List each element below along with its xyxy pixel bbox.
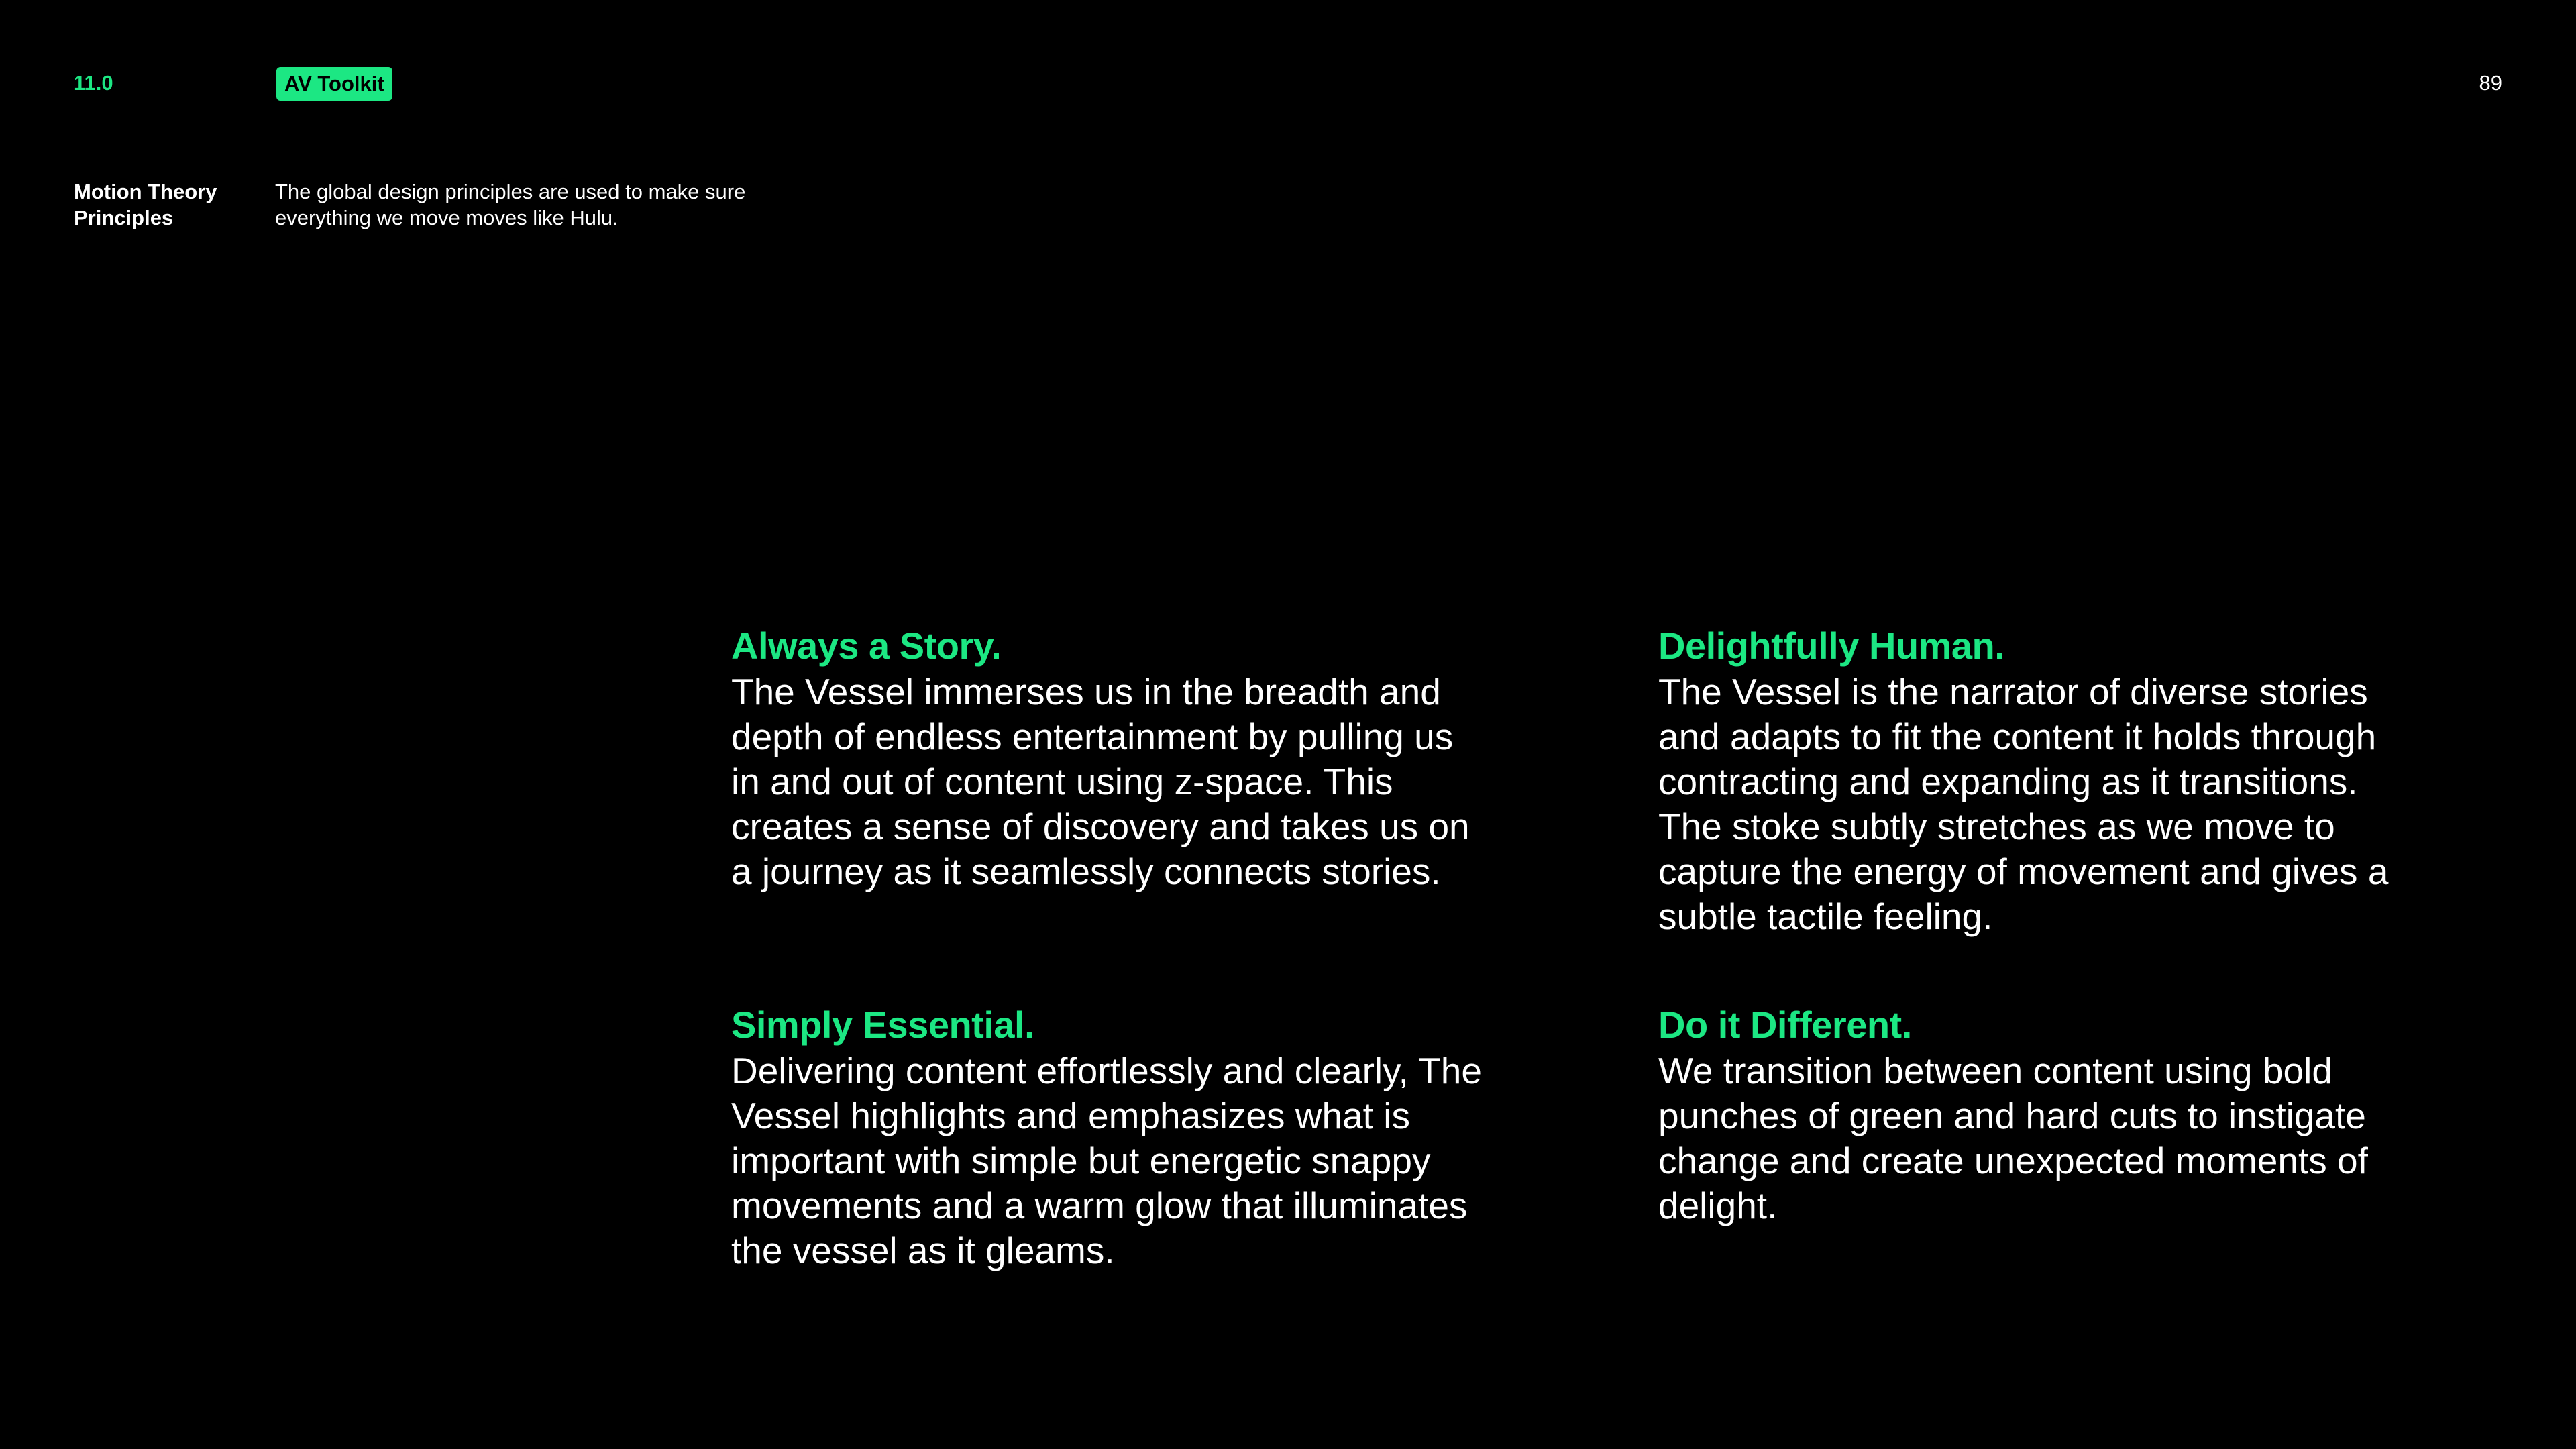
section-intro: The global design principles are used to make sure everything we move moves like Hulu. xyxy=(275,180,746,229)
principle-delightfully-human xyxy=(1658,623,2436,939)
principle-body: The Vessel is the narrator of diverse stories and adapts to fit the content it holds through contracting and expanding as it transitions. The stoke subtly stretches as we move to capture the energy of movement and gives a subtle tactile feeling. xyxy=(1658,671,2389,937)
principle-do-it-different xyxy=(1658,1002,2436,1228)
principle-body: We transition between content using bold punches of green and hard cuts to instigate change and create unexpected moments of delight. xyxy=(1658,1050,2368,1226)
principle-always-a-story xyxy=(731,623,1509,894)
section-number: 11.0 xyxy=(74,71,113,95)
principle-heading: Do it Different. xyxy=(1658,1004,1912,1046)
principle-heading: Simply Essential. xyxy=(731,1004,1035,1046)
section-title: Motion Theory Principles xyxy=(74,180,217,229)
page-number: 89 xyxy=(2479,71,2502,95)
principle-body: Delivering content effortlessly and clearly, The Vessel highlights and emphasizes what is important with simple but energetic snappy movements and a warm glow that illuminates the vessel as it gleams. xyxy=(731,1050,1482,1271)
principle-heading: Always a Story. xyxy=(731,625,1002,667)
principle-heading: Delightfully Human. xyxy=(1658,625,2005,667)
principle-body: The Vessel immerses us in the breadth and depth of endless entertainment by pulling us in and out of content using z-space. This creates a sense of discovery and takes us on a journey as it seamlessly connects stories. xyxy=(731,671,1470,892)
section-tag: AV Toolkit xyxy=(276,67,392,101)
principle-simply-essential xyxy=(731,1002,1509,1273)
